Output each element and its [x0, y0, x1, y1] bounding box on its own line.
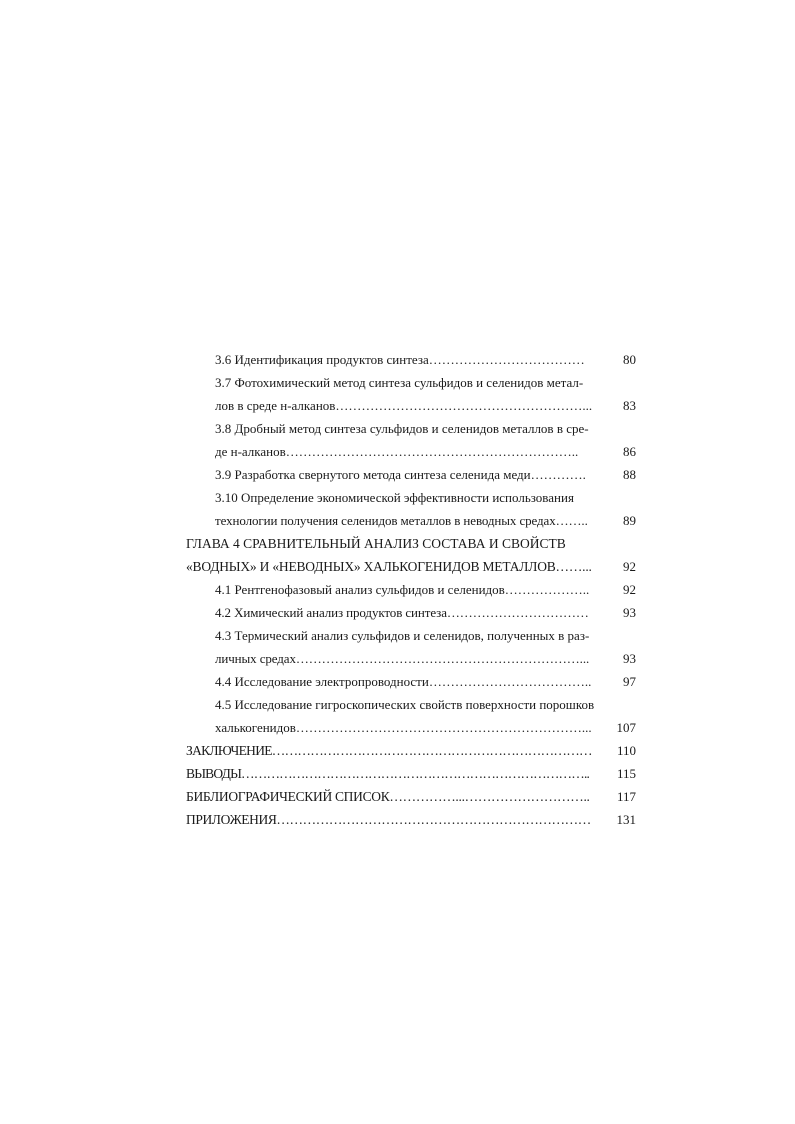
toc-entry	[186, 762, 636, 785]
toc-entry	[186, 463, 636, 486]
toc-page-number: 110	[616, 743, 636, 758]
toc-entry-text: 4.2 Химический анализ продуктов синтеза……………………………	[215, 605, 589, 620]
toc-entry-text: лов в среде н-алканов…………………………………………………...	[215, 398, 593, 413]
toc-entry-text: «ВОДНЫХ» И «НЕВОДНЫХ» ХАЛЬКОГЕНИДОВ МЕТАЛЛОВ……...	[186, 559, 592, 574]
toc-entry	[186, 601, 636, 624]
toc-page-number: 89	[623, 513, 636, 528]
toc-entry-text: де н-алканов…………………………………………………………..	[215, 444, 579, 459]
toc-entry-text: 3.8 Дробный метод синтеза сульфидов и селенидов металлов в сре-	[215, 421, 589, 436]
toc-entry	[186, 785, 636, 808]
toc-entry-text: 4.3 Термический анализ сульфидов и селенидов, полученных в раз-	[215, 628, 590, 643]
toc-entry-text: 4.4 Исследование электропроводности………………………………..	[215, 674, 592, 689]
toc-entry	[186, 486, 636, 532]
toc-entry-text: технологии получения селенидов металлов в неводных средах……..	[215, 513, 588, 528]
toc-entry	[186, 808, 636, 831]
toc-entry-text: 3.9 Разработка свернутого метода синтеза селенида меди………….	[215, 467, 586, 482]
toc-entry-text: ПРИЛОЖЕНИЯ………………………………………………………………	[186, 812, 591, 827]
toc-page-number: 88	[623, 467, 636, 482]
toc-entry-text: личных средах…………………………………………………………...	[215, 651, 590, 666]
toc-entry	[186, 371, 636, 417]
toc-entry-text: БИБЛИОГРАФИЧЕСКИЙ СПИСОК……………...………………………..	[186, 789, 590, 804]
toc-entry	[186, 624, 636, 670]
toc-entry-text: 3.7 Фотохимический метод синтеза сульфидов и селенидов метал-	[215, 375, 584, 390]
toc-entry	[186, 693, 636, 739]
toc-entry	[186, 532, 636, 578]
toc-page-number: 117	[616, 789, 636, 804]
toc-entry	[186, 417, 636, 463]
toc-page-number: 131	[616, 812, 636, 827]
toc-entry	[186, 348, 636, 371]
toc-entry	[186, 739, 636, 762]
table-of-contents	[186, 348, 636, 831]
toc-entry-text: ЗАКЛЮЧЕНИЕ…………………………………………………………………	[186, 743, 592, 758]
toc-page-number: 93	[623, 605, 636, 620]
toc-page-number: 107	[616, 720, 636, 735]
toc-page-number: 80	[623, 352, 636, 367]
toc-entry-text: 4.5 Исследование гигроскопических свойств поверхности порошков	[215, 697, 595, 712]
toc-page-number: 83	[623, 398, 636, 413]
toc-entry-text: халькогенидов…………………………………………………………...	[215, 720, 592, 735]
toc-page-number: 115	[616, 766, 636, 781]
toc-page-number: 92	[623, 582, 636, 597]
toc-entry	[186, 670, 636, 693]
toc-entry	[186, 578, 636, 601]
toc-page-number: 86	[623, 444, 636, 459]
toc-entry-text: ГЛАВА 4 СРАВНИТЕЛЬНЫЙ АНАЛИЗ СОСТАВА И СВОЙСТВ	[186, 536, 566, 551]
toc-page-number: 93	[623, 651, 636, 666]
toc-entry-text: 3.6 Идентификация продуктов синтеза………………………………	[215, 352, 585, 367]
toc-entry-text: ВЫВОДЫ………………………………………………………………………..	[186, 766, 590, 781]
toc-page-number: 92	[623, 559, 636, 574]
toc-entry-text: 4.1 Рентгенофазовый анализ сульфидов и селенидов………………..	[215, 582, 590, 597]
toc-page-number: 97	[623, 674, 636, 689]
toc-entry-text: 3.10 Определение экономической эффективности использования	[215, 490, 574, 505]
